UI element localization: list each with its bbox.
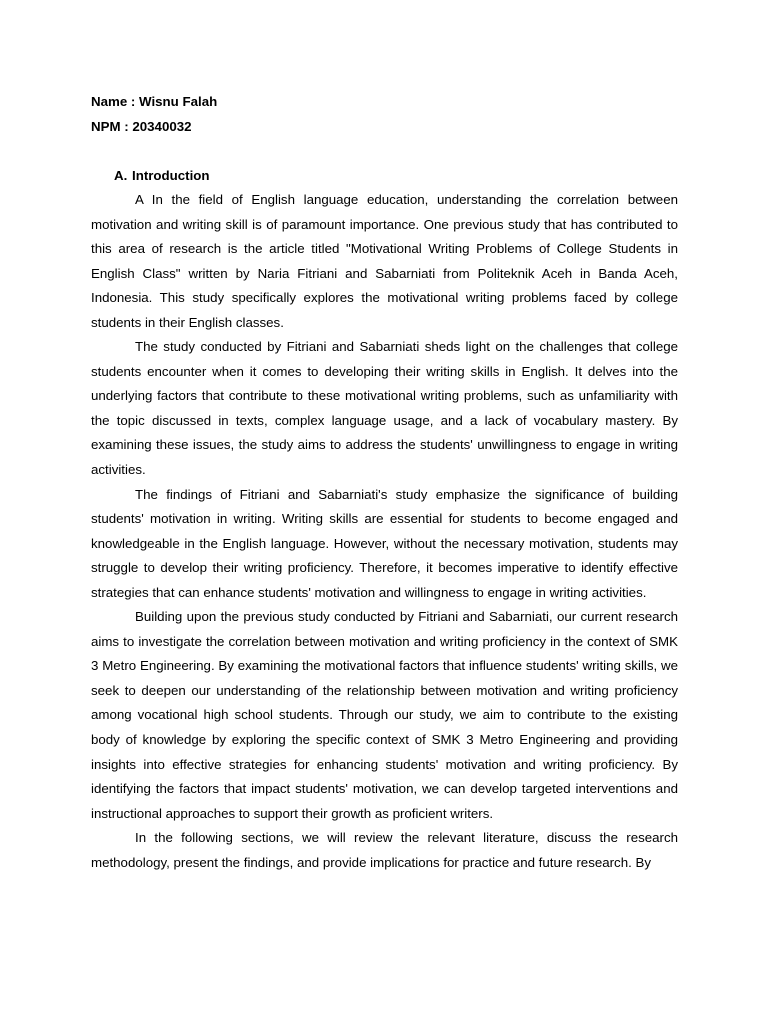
paragraph-4: Building upon the previous study conducted by Fitriani and Sabarniati, our current research aims to investigate the correlation between motivation and writing proficiency in the context of SMK 3 Metro Engineering. By examining the motivational factors that influence students' writing skills, we seek to deepen our understanding of the relationship between motivation and writing proficiency among vocational high school students. Through our study, we aim to contribute to the existing body of knowledge by exploring the specific context of SMK 3 Metro Engineering and providing insights into effective strategies for enhancing students' motivation and writing proficiency. By identifying the factors that impact students' motivation, we can develop targeted interventions and instructional approaches to support their growth as proficient writers. (91, 609, 678, 821)
section-heading (91, 164, 678, 189)
paragraph-5: In the following sections, we will review the relevant literature, discuss the research methodology, present the findings, and provide implications for practice and future research. By (91, 830, 678, 870)
student-npm: NPM : 20340032 (91, 118, 192, 134)
paragraph-2: The study conducted by Fitriani and Sabarniati sheds light on the challenges that college students encounter when it comes to developing their writing skills in English. It delves into the underlying factors that contribute to these motivational writing problems, such as unfamiliarity with the topic discussed in texts, complex language usage, and a lack of vocabulary mastery. By examining these issues, the study aims to address the students' unwillingness to engage in writing activities. (91, 339, 678, 478)
blank-line (91, 139, 678, 164)
section-title: Introduction (132, 167, 210, 183)
section-letter: A. (114, 167, 128, 183)
paragraph-3: The findings of Fitriani and Sabarniati's study emphasize the significance of building students' motivation in writing. Writing skills are essential for students to become engaged and knowledgeable in the English language. However, without the necessary motivation, students may struggle to develop their writing proficiency. Therefore, it becomes imperative to identify effective strategies that can enhance students' motivation and willingness to engage in writing activities. (91, 486, 678, 600)
student-name: Name : Wisnu Falah (91, 94, 218, 109)
paragraph-1: A In the field of English language education, understanding the correlation between motivation and writing skill is of paramount importance. One previous study that has contributed to this area of research is the article titled "Motivational Writing Problems of College Students in English Class" written by Naria Fitriani and Sabarniati from Politeknik Aceh in Banda Aceh, Indonesia. This study specifically explores the motivational writing problems faced by college students in their English classes. (91, 192, 678, 330)
